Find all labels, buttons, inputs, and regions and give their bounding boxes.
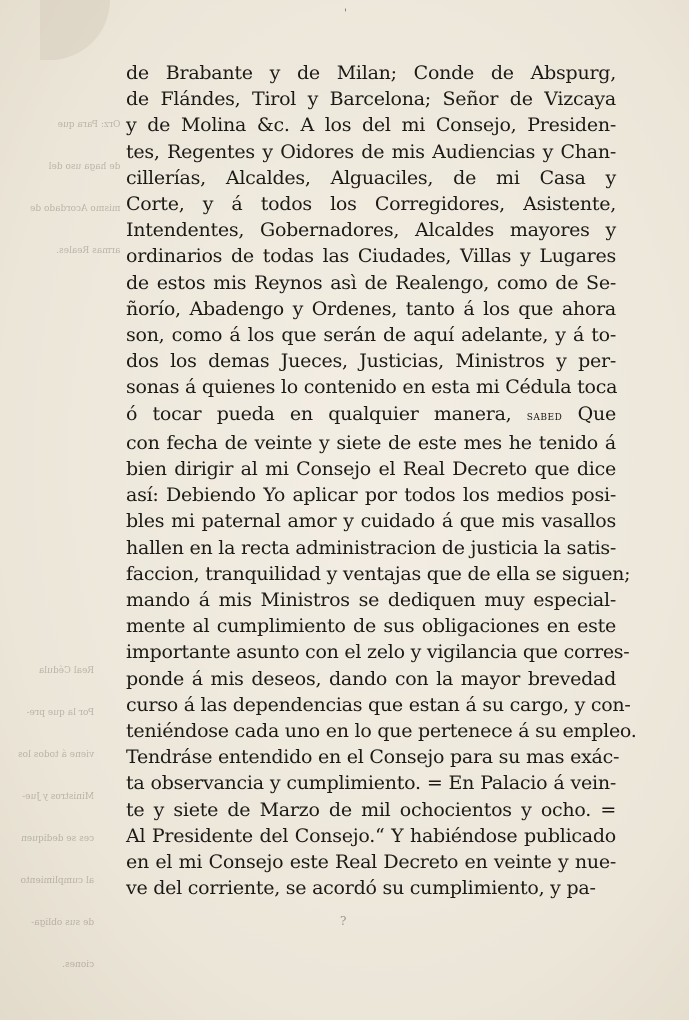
text-line: ponde á mis deseos, dando con la mayor brevedad	[126, 667, 616, 690]
text-line: ve del corriente, se acordó su cumplimiento, y pa-	[126, 877, 596, 900]
text-line: en el mi Consejo este Real Decreto en veinte y nue-	[126, 851, 616, 874]
ghost-line: Real Cédula	[38, 666, 95, 676]
text-line: de Flándes, Tirol y Barcelona; Señor de Vizcaya	[126, 88, 616, 111]
text-line: ta observancia y cumplimiento. = En Palacio á vein-	[126, 772, 616, 795]
text-line: son, como á los que serán de aquí adelante, y á to-	[126, 324, 616, 347]
text-line: mente al cumplimiento de sus obligaciones en este	[126, 615, 616, 638]
text-line: dos los demas Jueces, Justicias, Ministros y per-	[126, 350, 616, 373]
page-mark: '	[344, 8, 347, 19]
text-line-sabed	[126, 401, 616, 430]
ghost-line: armas Reales.	[56, 246, 121, 256]
ghost-line: de sus obliga-	[31, 918, 95, 928]
text-line: de Brabante y de Milan; Conde de Abspurg,	[126, 62, 616, 84]
ghost-line: Por la que pre-	[26, 708, 95, 718]
bleed-through-margin-note-upper	[30, 90, 120, 286]
text-line: sonas á quienes lo contenido en esta mi Cédula toca	[126, 376, 618, 399]
text-line: mando á mis Ministros se dediquen muy especial-	[126, 589, 616, 612]
text-line: tes, Regentes y Oidores de mis Audiencias y Chan-	[126, 140, 616, 163]
sabed-after: Que	[562, 402, 616, 425]
body-text	[126, 60, 637, 902]
line-text: ó tocar pueda en qualquier manera,	[126, 402, 512, 425]
text-line: teniéndose cada uno en lo que pertenece á su empleo.	[126, 720, 637, 743]
ghost-line: al cumplimiento	[20, 876, 95, 886]
ghost-line: Ministros y Jue-	[22, 792, 95, 802]
ghost-line: mismo Acordado de	[30, 204, 121, 214]
catchword: ?	[340, 914, 347, 928]
ghost-line: ces se dediquen	[21, 834, 95, 844]
text-line: hallen en la recta administracion de justicia la satis-	[126, 536, 617, 559]
text-line: importante asunto con el zelo y vigilancia que corres-	[126, 641, 630, 664]
text-line: y de Molina &c. A los del mi Consejo, Presiden-	[126, 114, 616, 137]
text-line: curso á las dependencias que estan á su cargo, y con-	[126, 693, 631, 716]
text-line: Al Presidente del Consejo.“ Y habiéndose publicado	[126, 824, 616, 847]
bleed-through-margin-note-lower	[18, 636, 94, 1000]
ghost-line: ciones.	[62, 960, 95, 970]
text-line: Corte, y á todos los Corregidores, Asistente,	[126, 193, 616, 216]
text-line: Tendráse entendido en el Consejo para su mas exác-	[126, 746, 620, 769]
text-line: de estos mis Reynos asì de Realengo, como de Se-	[126, 271, 616, 294]
paper-stain	[40, 0, 110, 60]
text-line: ordinarios de todas las Ciudades, Villas y Lugares	[126, 245, 616, 268]
text-line: ñorío, Abadengo y Ordenes, tanto á los que ahora	[126, 297, 616, 320]
ghost-line: de haga uso del	[48, 162, 121, 172]
text-line: Intendentes, Gobernadores, Alcaldes mayores y	[126, 219, 616, 242]
text-line: así: Debiendo Yo aplicar por todos los medios posi-	[126, 484, 616, 507]
text-line: cillerías, Alcaldes, Alguaciles, de mi Casa y	[126, 166, 616, 189]
ghost-line: viene á todos los	[18, 750, 95, 760]
text-line: con fecha de veinte y siete de este mes he tenido á	[126, 431, 616, 454]
text-line: bien dirigir al mi Consejo el Real Decreto que dice	[126, 458, 616, 481]
text-line: te y siete de Marzo de mil ochocientos y ocho. =	[126, 798, 616, 821]
text-line: bles mi paternal amor y cuidado á que mis vasallos	[126, 510, 616, 533]
sabed-word: sabed	[526, 408, 563, 424]
ghost-line: Orz: Para que	[57, 120, 121, 130]
text-line: faccion, tranquilidad y ventajas que de ella se siguen;	[126, 562, 631, 585]
